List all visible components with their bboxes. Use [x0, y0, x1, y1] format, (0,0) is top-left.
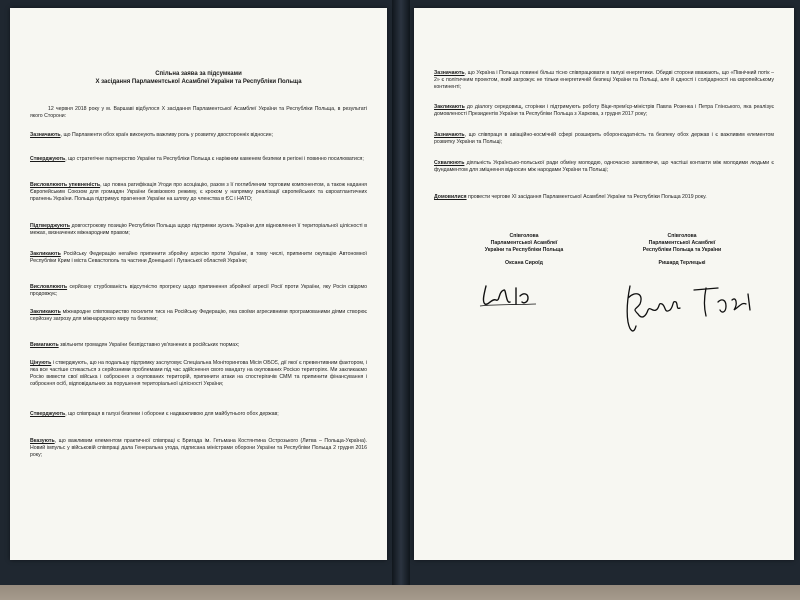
paragraph: [434, 160, 774, 174]
signatory-role-line: Парламентської Асамблеї: [490, 240, 558, 246]
paragraph-text: , що повна ратифікація Угоди про асоціацію, разом з її поглибленим торговим компонентом, а також надання Європейським Союзом для громадян України безвізового режиму, є кроком у напрямку реалізації європейських та євроатлантичних прагнень України. Польща підтримує прагнення України на шляху до членства в ЄС і НАТО;: [30, 182, 367, 202]
paragraph: [30, 342, 367, 349]
paragraph-lead: Висловлюють: [30, 284, 68, 290]
paragraph-text: провести чергове XI засідання Парламентської Асамблеї України та Республіки Польща 2019 року.: [466, 194, 707, 200]
paragraph: [30, 132, 367, 139]
paragraph: [434, 104, 774, 118]
paragraph-text: , що важливим елементом практичної співпраці є Бригада ім. Гетьмана Костянтина Острозького (Литва – Польща-Україна). Новий імпульс у військовій співпраці дала Генеральна угода, підписана міністрами оборони України та Республіки Польща 2 грудня 2016 року;: [30, 438, 367, 458]
paragraph-lead: Висловлюють упевненість: [30, 182, 101, 188]
paragraph-text: , що співпраця в авіаційно-космічній сфері розширить обороноздатність та безпеку обох держав і є важливим елементом розвитку України та Польщі;: [434, 132, 774, 145]
paragraph: [30, 411, 367, 418]
paragraph-text: довгострокову позицію Республіки Польща щодо підтримки зусиль України для відновлення її територіальної цілісності в межах, визначених міжнародним правом;: [30, 223, 367, 236]
signatory-role-line: України та Республіки Польща: [484, 247, 564, 253]
paragraph: [30, 182, 367, 203]
signatory-role-line: Співголова: [667, 233, 697, 239]
paragraph-text: і стверджують, що на подальшу підтримку заслуговує Спеціальна Моніторингова Місія ОБСЄ, дії якої є превентивним фактором, і яка все частіше стикається з серйозними проблемами під час здійснення свого мандату на окупованих Росією територіях. Ми закликаємо Росію вивести свої війська і озброєння з окупованих територій, припинити атаки на спостерігачів СММ та припинити фінансування і озброєння осіб, відповідальних за порушення територіальної цілісності України;: [30, 360, 367, 387]
paragraph: [434, 132, 774, 146]
paragraph-lead: Стверджують: [30, 411, 66, 417]
paragraph: [434, 194, 774, 201]
paragraph-lead: Закликають: [30, 309, 61, 315]
paragraph-lead: Цінують: [30, 360, 52, 366]
paragraph-text: , що співпраця в галузі безпеки і оборони є надважливою для майбутнього обох держав;: [65, 411, 279, 417]
paragraph-lead: Схвалюють: [434, 160, 465, 166]
paragraph-text: , що Україна і Польща повинні більш тісно співпрацювати в галузі енергетики. Обидві сторони вважають, що «Північний потік – 2» є політичним проектом, який загрожує не тільки енергетичній безпеці України та Польщі, але й єдності і солідарності на європейському континенті;: [434, 70, 774, 90]
signatory-role-line: Республіки Польща та України: [642, 247, 722, 253]
paragraph: [30, 309, 367, 323]
signatory-role-line: Парламентської Асамблеї: [648, 240, 716, 246]
paragraph-text: діяльність Українсько-польської ради обміну молоддю, одночасно заявляючи, що частіші контакти між молодими людьми є фундаментом для зміцнення відносин між народами України та Польщі;: [434, 160, 774, 173]
paragraph-text: серйозну стурбованість відсутністю прогресу щодо припинення збройної агресії Росії проти України, яку Росія свідомо продовжує;: [30, 284, 367, 297]
signatory-role-line: Співголова: [509, 233, 539, 239]
title-line-1: Спільна заява за підсумками: [155, 71, 242, 77]
paragraph-lead: Закликають: [434, 104, 465, 110]
signature-left: [476, 280, 556, 310]
paragraph-text: міжнародне співтовариство посилити тиск на Російську Федерацію, яка своїми агресивними програмованими діями створює серйозну загрозу для міжнародного миру та безпеки;: [30, 309, 367, 322]
signatory-name: Ришард Терлецькі: [658, 260, 706, 266]
paragraph-lead: Вказують: [30, 438, 55, 444]
paragraph-lead: Закликають: [30, 251, 61, 257]
paragraph-text: до діалогу середовищ, сторінки і підтримують роботу Віце-прем'єр-міністрів Павла Розенка і Петра Глінського, яка реалізує домовленості Президентів України та Республіки Польща з Харкова, з грудня 2017 року;: [434, 104, 774, 117]
paragraph: [30, 156, 367, 163]
intro-paragraph: 12 червня 2018 року у м. Варшаві відбулося X засідання Парламентської Асамблеї України та Республіки Польща, в результаті якого Сторони:: [30, 106, 367, 119]
paragraph-text: , що Парламенти обох країн виконують важливу роль у розвитку двосторонніх відносин;: [60, 132, 273, 138]
left-page: [10, 8, 387, 560]
signatory-name: Оксана Сироїд: [505, 260, 543, 266]
paragraph-lead: Підтверджують: [30, 223, 70, 229]
paragraph-lead: Зазначають: [30, 132, 61, 138]
paragraph-text: , що стратегічне партнерство України та Республіки Польща є наріжним каменем безпеки в регіоні і повинно посилюватися;: [65, 156, 364, 162]
right-page: [414, 8, 794, 560]
paragraph-lead: Зазначають: [434, 70, 465, 76]
paragraph: [434, 70, 774, 91]
signatory-left: [454, 233, 594, 267]
paragraph-text: Російську Федерацію негайно припинити збройну агресію проти України, в тому числі, припинити окупацію Автономної Республіки Крим і міста Севастополь та частини Донецької і Луганської областей України;: [30, 251, 367, 264]
signature-right: [622, 276, 772, 338]
paragraph-lead: Зазначають: [434, 132, 465, 138]
paragraph-lead: Домовилися: [434, 194, 467, 200]
signatory-right: [612, 233, 752, 267]
paragraph: [30, 438, 367, 459]
paragraph-lead: Стверджують: [30, 156, 66, 162]
document-title: [30, 70, 367, 86]
paragraph: [30, 223, 367, 237]
paragraph: [30, 284, 367, 298]
paragraph: [30, 360, 367, 388]
paragraph-text: звільнити громадян України безпідставно ув'язнених в російських тюрмах;: [58, 342, 240, 348]
folder-spine: [392, 0, 410, 585]
title-line-2: X засідання Парламентської Асамблеї України та Республіки Польща: [95, 79, 302, 85]
paragraph-lead: Вимагають: [30, 342, 59, 348]
paragraph: [30, 251, 367, 265]
